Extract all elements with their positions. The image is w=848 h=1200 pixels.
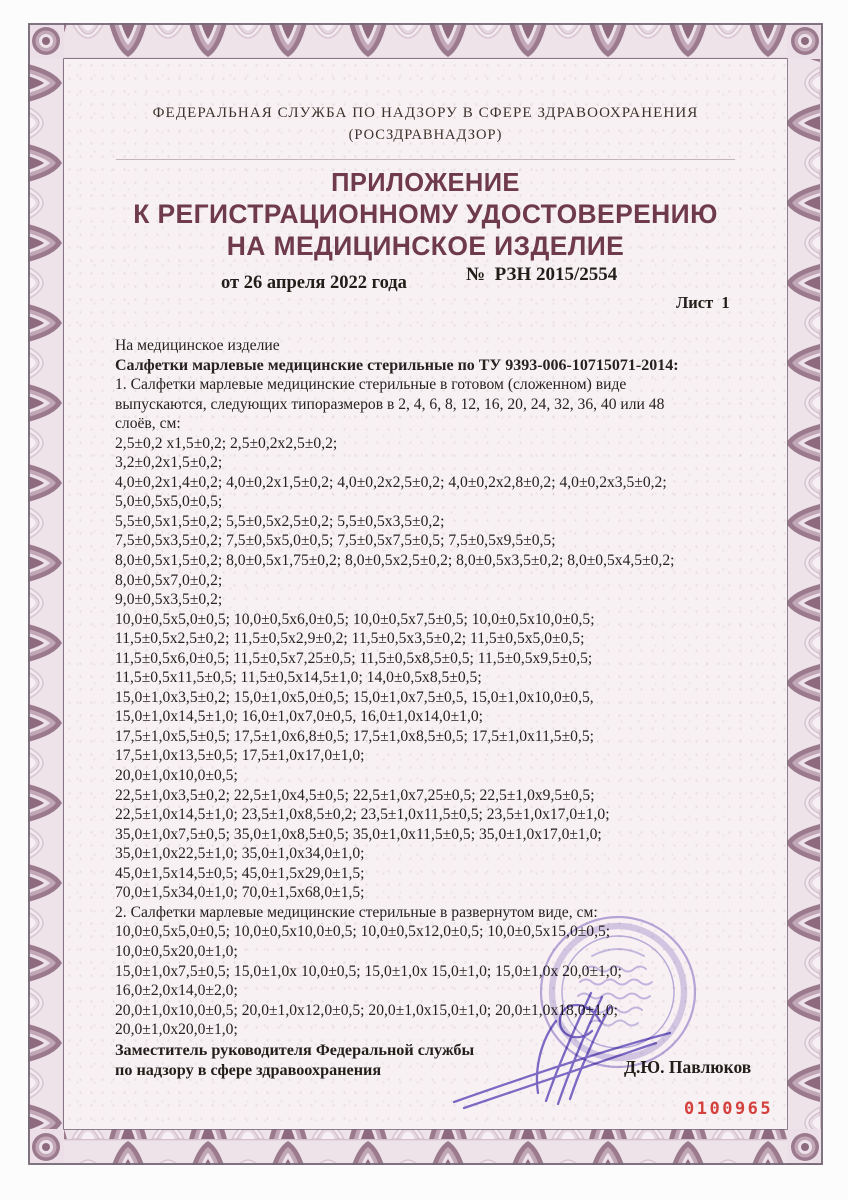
body-text-line: 10,0±0,5х5,0±0,5; 10,0±0,5х6,0±0,5; 10,0±0,5х7,5±0,5; 10,0±0,5х10,0±0,5; [115,610,595,628]
body-text-line: 1. Салфетки марлевые медицинские стерильные в готовом (сложенном) виде [115,376,627,394]
registration-number: № РЗН 2015/2554 [466,264,618,285]
body-text-line: 16,0±2,0х14,0±2,0; [115,982,238,1000]
certificate-paper [64,59,787,1129]
body-text-line: 10,0±0,5х5,0±0,5; 10,0±0,5х10,0±0,5; 10,0±0,5х12,0±0,5; 10,0±0,5х15,0±0,5; [115,923,611,941]
body-text-line: слоёв, см: [115,415,181,433]
body-text-line: На медицинское изделие [115,337,280,354]
body-text-line: 11,5±0,5х11,5±0,5; 11,5±0,5х14,5±1,0; 14,0±0,5х8,5±0,5; [115,669,482,687]
body-text-line: 20,0±1,0х20,0±1,0; [115,1021,238,1039]
signer-position-line2: по надзору в сфере здравоохранения [115,1061,382,1079]
body-text-line: 35,0±1,0х7,5±0,5; 35,0±1,0х8,5±0,5; 35,0±1,0х11,5±0,5; 35,0±1,0х17,0±1,0; [115,825,602,843]
signer-position-line1: Заместитель руководителя Федеральной службы [115,1041,475,1059]
header-divider [116,159,735,160]
body-text-line: 8,0±0,5х1,5±0,2; 8,0±0,5х1,75±0,2; 8,0±0,5х2,5±0,2; 8,0±0,5х3,5±0,2; 8,0±0,5х4,5±0,2; [115,552,675,570]
body-text-line: 20,0±1,0х10,0±0,5; [115,767,238,785]
body-text-line: 2. Салфетки марлевые медицинские стерильные в развернутом виде, см: [115,903,598,921]
serial-number: 0100965 [684,1099,774,1119]
handwritten-signature [450,981,675,1111]
body-text-line: 2,5±0,2 х1,5±0,2; 2,5±0,2х2,5±0,2; [115,434,338,452]
body-text-line: 15,0±1,0х7,5±0,5; 15,0±1,0х 10,0±0,5; 15,0±1,0х 15,0±1,0; 15,0±1,0х 20,0±1,0; [115,962,622,980]
body-text-line: Салфетки марлевые медицинские стерильные по ТУ 9393-006-10715071-2014: [115,356,679,374]
body-text-line: 5,5±0,5х1,5±0,2; 5,5±0,5х2,5±0,2; 5,5±0,5х3,5±0,2; [115,512,445,530]
body-text-line: 22,5±1,0х3,5±0,2; 22,5±1,0х4,5±0,5; 22,5±1,0х7,25±0,5; 22,5±1,0х9,5±0,5; [115,786,595,804]
body-text-line: 17,5±1,0х13,5±0,5; 17,5±1,0х17,0±1,0; [115,747,365,765]
body-text-line: 9,0±0,5х3,5±0,2; [115,591,223,609]
doc-title-line2: К РЕГИСТРАЦИОННОМУ УДОСТОВЕРЕНИЮ [133,199,718,229]
body-text-line: 4,0±0,2х1,4±0,2; 4,0±0,2х1,5±0,2; 4,0±0,2х2,5±0,2; 4,0±0,2х2,8±0,2; 4,0±0,2х3,5±0,2; [115,473,667,491]
agency-short-name: (РОСЗДРАВНАДЗОР) [348,127,503,143]
body-text-line: 5,0±0,5х5,0±0,5; [115,493,223,511]
body-text-line: 3,2±0,2х1,5±0,2; [115,454,223,472]
doc-title-line3: НА МЕДИЦИНСКОЕ ИЗДЕЛИЕ [226,231,625,261]
body-text-line: 45,0±1,5х14,5±0,5; 45,0±1,5х29,0±1,5; [115,864,365,882]
body-text-line: 17,5±1,0х5,5±0,5; 17,5±1,0х6,8±0,5; 17,5±1,0х8,5±0,5; 17,5±1,0х11,5±0,5; [115,727,594,745]
body-text-line: 11,5±0,5х6,0±0,5; 11,5±0,5х7,25±0,5; 11,5±0,5х8,5±0,5; 11,5±0,5х9,5±0,5; [115,649,593,667]
signer-name: Д.Ю. Павлюков [624,1057,752,1077]
body-text-line: 15,0±1,0х3,5±0,2; 15,0±1,0х5,0±0,5; 15,0±1,0х7,5±0,5, 15,0±1,0х10,0±0,5, [115,688,594,706]
body-text-line: 22,5±1,0х14,5±1,0; 23,5±1,0х8,5±0,2; 23,5±1,0х11,5±0,5; 23,5±1,0х17,0±1,0; [115,806,610,824]
body-text-line: 70,0±1,5х34,0±1,0; 70,0±1,5х68,0±1,5; [115,884,365,902]
body-text-line: 15,0±1,0х14,5±1,0; 16,0±1,0х7,0±0,5, 16,0±1,0х14,0±1,0; [115,708,483,726]
doc-title-line1: ПРИЛОЖЕНИЕ [331,167,520,197]
body-text-line: выпускаются, следующих типоразмеров в 2, 4, 6, 8, 12, 16, 20, 24, 32, 36, 40 или 48 [115,395,665,413]
agency-name: ФЕДЕРАЛЬНАЯ СЛУЖБА ПО НАДЗОРУ В СФЕРЕ ЗДРАВООХРАНЕНИЯ [152,105,699,121]
body-text-line: 35,0±1,0х22,5±1,0; 35,0±1,0х34,0±1,0; [115,845,365,863]
body-text-line: 10,0±0,5х20,0±1,0; [115,942,238,960]
body-text-line: 11,5±0,5х2,5±0,2; 11,5±0,5х2,9±0,2; 11,5±0,5х3,5±0,2; 11,5±0,5х5,0±0,5; [115,630,585,648]
body-text-line: 8,0±0,5х7,0±0,2; [115,571,223,589]
registration-date: от 26 апреля 2022 года [221,273,407,293]
body-text-line: 20,0±1,0х10,0±0,5; 20,0±1,0х12,0±0,5; 20,0±1,0х15,0±1,0; 20,0±1,0х18,0±1,0; [115,1001,618,1019]
sheet-label: Лист 1 [676,293,730,312]
body-text-line: 7,5±0,5х3,5±0,2; 7,5±0,5х5,0±0,5; 7,5±0,5х7,5±0,5; 7,5±0,5х9,5±0,5; [115,532,556,550]
